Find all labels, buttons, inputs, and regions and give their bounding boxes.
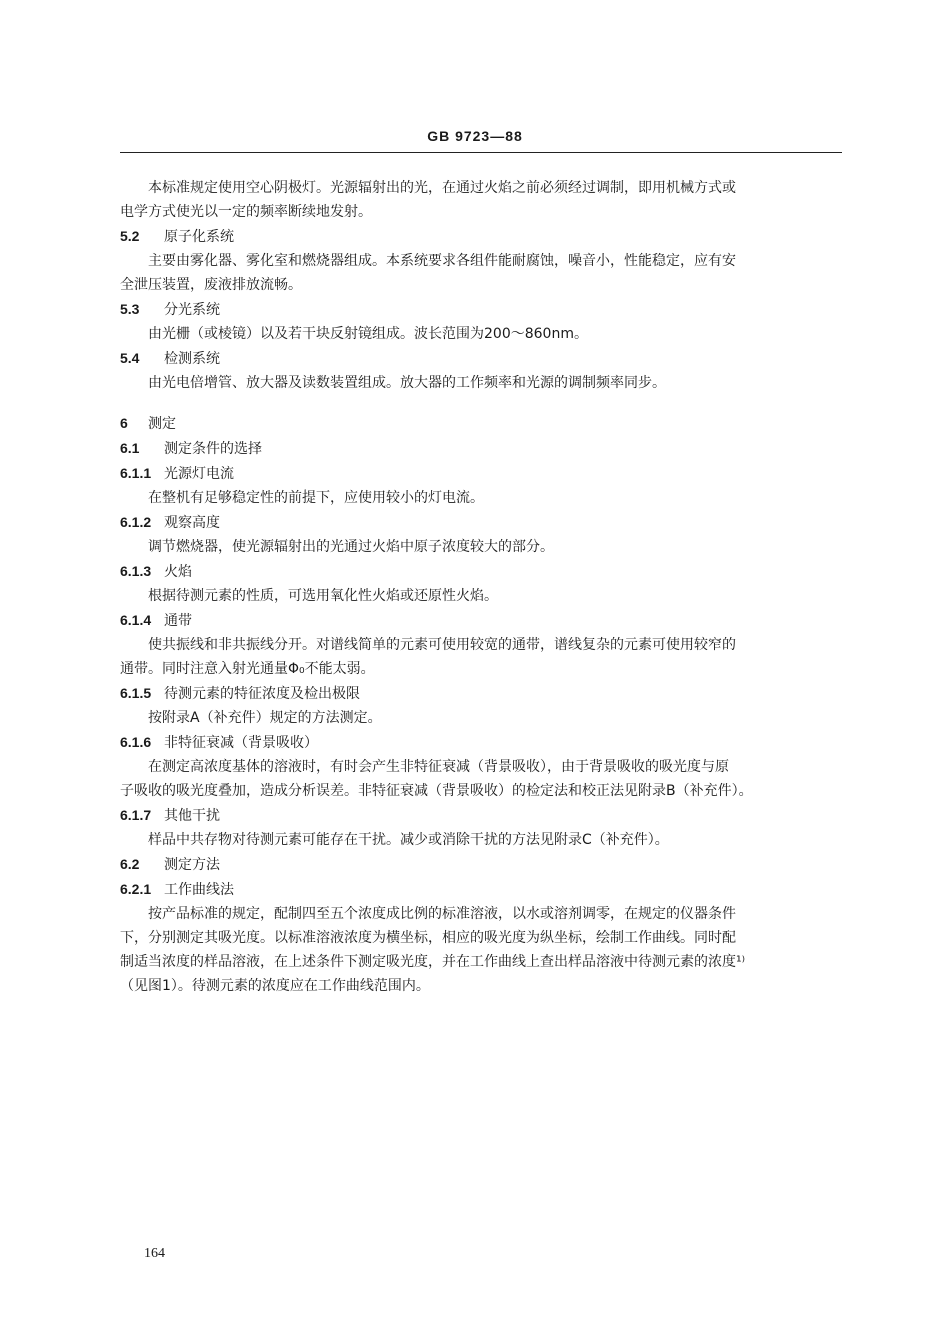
section-title: 光源灯电流 <box>164 466 234 482</box>
section-heading-5-3 <box>120 297 860 322</box>
section-title: 通带 <box>164 613 192 629</box>
sec-5-1-text-line: 本标准规定使用空心阴极灯。光源辐射出的光，在通过火焰之前必须经过调制，即用机械方式或 <box>148 180 736 196</box>
section-gap <box>120 395 860 411</box>
section-text-line: 由光栅（或棱镜）以及若干块反射镜组成。波长范围为200～860nm。 <box>148 326 588 342</box>
section-text-line: 按产品标准的规定，配制四至五个浓度成比例的标准溶液，以水或溶剂调零，在规定的仪器条件 <box>148 906 736 922</box>
section-title: 观察高度 <box>164 515 220 531</box>
section-title: 测定 <box>148 416 176 432</box>
section-heading-6-1-6 <box>120 730 860 755</box>
section-heading-6 <box>120 411 860 436</box>
section-text-line: 使共振线和非共振线分开。对谱线简单的元素可使用较宽的通带，谱线复杂的元素可使用较窄的 <box>148 637 736 653</box>
section-number: 6.2.1 <box>120 881 152 897</box>
section-heading-6-1-7 <box>120 803 860 828</box>
section-text-line: 子吸收的吸光度叠加，造成分析误差。非特征衰减（背景吸收）的检定法和校正法见附录B（补充件）。 <box>120 783 753 799</box>
header-rule <box>120 152 842 153</box>
section-number: 6.1.1 <box>120 465 152 481</box>
section-number: 5.3 <box>120 301 140 317</box>
section-heading-6-2-1 <box>120 877 860 902</box>
section-heading-6-2 <box>120 852 860 877</box>
section-number: 6.1.5 <box>120 685 152 701</box>
section-text-line: 下，分别测定其吸光度。以标准溶液浓度为横坐标，相应的吸光度为纵坐标，绘制工作曲线。同时配 <box>120 930 736 946</box>
section-text-line: 按附录A（补充件）规定的方法测定。 <box>148 710 382 726</box>
section-heading-6-1-3 <box>120 559 860 584</box>
section-title: 非特征衰减（背景吸收） <box>164 735 318 751</box>
section-number: 6 <box>120 415 128 431</box>
section-title: 其他干扰 <box>164 808 220 824</box>
standard-code-header: GB 9723—88 <box>427 128 523 144</box>
section-heading-6-1-1 <box>120 461 860 486</box>
section-title: 测定条件的选择 <box>164 441 262 457</box>
section-heading-5-4 <box>120 346 860 371</box>
section-number: 6.1.7 <box>120 807 152 823</box>
section-heading-6-1-4 <box>120 608 860 633</box>
section-heading-5-2 <box>120 224 860 249</box>
section-number: 5.2 <box>120 228 140 244</box>
page-number: 164 <box>144 1246 165 1261</box>
section-heading-6-1-2 <box>120 510 860 535</box>
section-text-line: 主要由雾化器、雾化室和燃烧器组成。本系统要求各组件能耐腐蚀，噪音小，性能稳定，应有安 <box>148 253 736 269</box>
section-text-line: 由光电倍增管、放大器及读数装置组成。放大器的工作频率和光源的调制频率同步。 <box>148 375 666 391</box>
section-title: 测定方法 <box>164 857 220 873</box>
section-title: 待测元素的特征浓度及检出极限 <box>164 686 360 702</box>
sec-5-1-text-line: 电学方式使光以一定的频率断续地发射。 <box>120 204 372 220</box>
section-text-line: 在整机有足够稳定性的前提下，应使用较小的灯电流。 <box>148 490 484 506</box>
section-number: 6.1.2 <box>120 514 152 530</box>
section-number: 6.1.4 <box>120 612 152 628</box>
section-text-line: 调节燃烧器，使光源辐射出的光通过火焰中原子浓度较大的部分。 <box>148 539 554 555</box>
section-text-line: （见图1）。待测元素的浓度应在工作曲线范围内。 <box>120 978 430 994</box>
section-title: 火焰 <box>164 564 192 580</box>
section-number: 5.4 <box>120 350 140 366</box>
section-number: 6.1 <box>120 440 140 456</box>
section-text-line: 制适当浓度的样品溶液，在上述条件下测定吸光度，并在工作曲线上查出样品溶液中待测元素的浓度¹⁾ <box>120 954 746 970</box>
section-text-line: 根据待测元素的性质，可选用氧化性火焰或还原性火焰。 <box>148 588 498 604</box>
section-title: 分光系统 <box>164 302 220 318</box>
section-title: 工作曲线法 <box>164 882 234 898</box>
section-text-line: 通带。同时注意入射光通量Φ₀不能太弱。 <box>120 661 375 677</box>
section-text-line: 样品中共存物对待测元素可能存在干扰。减少或消除干扰的方法见附录C（补充件）。 <box>148 832 669 848</box>
section-number: 6.1.3 <box>120 563 152 579</box>
section-heading-6-1-5 <box>120 681 860 706</box>
section-title: 原子化系统 <box>164 229 234 245</box>
section-text-line: 全泄压装置，废液排放流畅。 <box>120 277 302 293</box>
section-heading-6-1 <box>120 436 860 461</box>
document-body <box>120 176 860 998</box>
section-text-line: 在测定高浓度基体的溶液时，有时会产生非特征衰减（背景吸收），由于背景吸收的吸光度与原 <box>148 759 729 775</box>
section-number: 6.2 <box>120 856 140 872</box>
section-number: 6.1.6 <box>120 734 152 750</box>
section-title: 检测系统 <box>164 351 220 367</box>
